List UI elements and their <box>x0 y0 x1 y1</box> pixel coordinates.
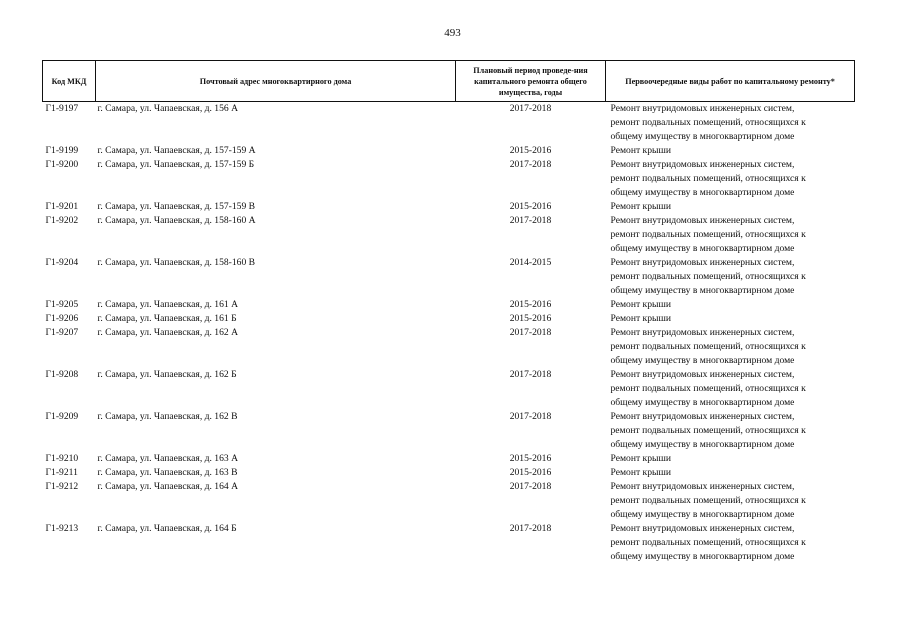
cell-code: Г1-9211 <box>45 467 78 478</box>
works-line: Ремонт крыши <box>610 313 671 324</box>
cell-period: 2015-2016 <box>509 145 552 156</box>
cell-period: 2015-2016 <box>509 467 552 478</box>
cell-works <box>606 410 855 452</box>
cell-works <box>606 522 855 564</box>
cell-code: Г1-9213 <box>45 523 79 534</box>
cell-period: 2017-2018 <box>509 103 552 114</box>
cell-address: г. Самара, ул. Чапаевская, д. 162 А <box>97 327 239 338</box>
table-row <box>43 214 855 256</box>
cell-period: 2017-2018 <box>509 327 552 338</box>
page-number: 493 <box>444 27 461 39</box>
header-code: Код МКД <box>43 61 96 102</box>
table-row <box>43 326 855 368</box>
header-row <box>43 61 855 102</box>
cell-code: Г1-9206 <box>45 313 79 324</box>
cell-code: Г1-9209 <box>45 411 79 422</box>
cell-period: 2017-2018 <box>509 215 552 226</box>
cell-period: 2015-2016 <box>509 313 552 324</box>
works-line: Ремонт внутридомовых инженерных систем, <box>610 369 795 380</box>
table-row <box>43 298 855 312</box>
works-line: общему имуществу в многоквартирном доме <box>610 355 795 366</box>
works-line: ремонт подвальных помещений, относящихся к <box>610 537 806 548</box>
works-line: общему имуществу в многоквартирном доме <box>610 243 795 254</box>
works-line: Ремонт внутридомовых инженерных систем, <box>610 523 795 534</box>
cell-address: г. Самара, ул. Чапаевская, д. 157-159 В <box>97 201 256 212</box>
cell-period: 2017-2018 <box>509 369 552 380</box>
cell-code: Г1-9202 <box>45 215 79 226</box>
cell-address: г. Самара, ул. Чапаевская, д. 162 Б <box>97 369 237 380</box>
works-line: Ремонт внутридомовых инженерных систем, <box>610 159 795 170</box>
works-line: Ремонт внутридомовых инженерных систем, <box>610 257 795 268</box>
cell-period: 2017-2018 <box>509 523 552 534</box>
cell-code: Г1-9201 <box>45 201 79 212</box>
works-line: ремонт подвальных помещений, относящихся к <box>610 383 806 394</box>
works-line: ремонт подвальных помещений, относящихся к <box>610 495 806 506</box>
cell-works <box>606 214 855 256</box>
works-line: Ремонт внутридомовых инженерных систем, <box>610 215 795 226</box>
header-address: Почтовый адрес многоквартирного дома <box>96 61 456 102</box>
works-line: общему имуществу в многоквартирном доме <box>610 397 795 408</box>
cell-works <box>606 298 855 312</box>
works-line: Ремонт крыши <box>610 201 671 212</box>
cell-address: г. Самара, ул. Чапаевская, д. 164 Б <box>97 523 237 534</box>
cell-period: 2017-2018 <box>509 159 552 170</box>
table-row <box>43 452 855 466</box>
cell-works <box>606 480 855 522</box>
table-row <box>43 410 855 452</box>
works-line: ремонт подвальных помещений, относящихся к <box>610 425 806 436</box>
cell-code: Г1-9212 <box>45 481 79 492</box>
cell-works <box>606 102 855 145</box>
table-row <box>43 368 855 410</box>
cell-code: Г1-9197 <box>45 103 79 114</box>
table-row <box>43 312 855 326</box>
cell-code: Г1-9208 <box>45 369 79 380</box>
cell-code: Г1-9199 <box>45 145 79 156</box>
works-line: общему имуществу в многоквартирном доме <box>610 131 795 142</box>
works-line: общему имуществу в многоквартирном доме <box>610 187 795 198</box>
table-row <box>43 480 855 522</box>
cell-works <box>606 256 855 298</box>
works-line: Ремонт внутридомовых инженерных систем, <box>610 327 795 338</box>
cell-works <box>606 466 855 480</box>
works-line: ремонт подвальных помещений, относящихся к <box>610 341 806 352</box>
cell-works <box>606 158 855 200</box>
cell-address: г. Самара, ул. Чапаевская, д. 156 А <box>97 103 239 114</box>
works-line: ремонт подвальных помещений, относящихся к <box>610 173 806 184</box>
cell-address: г. Самара, ул. Чапаевская, д. 161 Б <box>97 313 237 324</box>
works-line: общему имуществу в многоквартирном доме <box>610 509 795 520</box>
cell-address: г. Самара, ул. Чапаевская, д. 163 В <box>97 467 238 478</box>
table-row <box>43 466 855 480</box>
cell-works <box>606 368 855 410</box>
table-row <box>43 158 855 200</box>
cell-works <box>606 312 855 326</box>
cell-works <box>606 200 855 214</box>
table-row <box>43 102 855 145</box>
cell-code: Г1-9204 <box>45 257 79 268</box>
cell-address: г. Самара, ул. Чапаевская, д. 163 А <box>97 453 239 464</box>
cell-address: г. Самара, ул. Чапаевская, д. 158-160 В <box>97 257 256 268</box>
works-line: ремонт подвальных помещений, относящихся к <box>610 271 806 282</box>
cell-code: Г1-9205 <box>45 299 79 310</box>
works-line: Ремонт внутридомовых инженерных систем, <box>610 481 795 492</box>
cell-period: 2015-2016 <box>509 299 552 310</box>
works-line: ремонт подвальных помещений, относящихся к <box>610 229 806 240</box>
table-row <box>43 144 855 158</box>
cell-address: г. Самара, ул. Чапаевская, д. 157-159 А <box>97 145 256 156</box>
table-row <box>43 200 855 214</box>
header-works: Первоочередные виды работ по капитальному ремонту* <box>606 61 855 102</box>
cell-address: г. Самара, ул. Чапаевская, д. 161 А <box>97 299 239 310</box>
cell-works <box>606 326 855 368</box>
works-line: общему имуществу в многоквартирном доме <box>610 551 795 562</box>
cell-works <box>606 144 855 158</box>
cell-code: Г1-9207 <box>45 327 79 338</box>
cell-period: 2017-2018 <box>509 481 552 492</box>
cell-address: г. Самара, ул. Чапаевская, д. 158-160 А <box>97 215 256 226</box>
table-header <box>43 61 855 102</box>
works-line: Ремонт крыши <box>610 299 671 310</box>
works-line: Ремонт внутридомовых инженерных систем, <box>610 411 795 422</box>
header-period: Плановый период проведе-ния капитального ремонта общего имущества, годы <box>456 61 606 102</box>
cell-address: г. Самара, ул. Чапаевская, д. 164 А <box>97 481 239 492</box>
cell-period: 2015-2016 <box>509 453 552 464</box>
cell-code: Г1-9210 <box>45 453 79 464</box>
cell-address: г. Самара, ул. Чапаевская, д. 157-159 Б <box>97 159 255 170</box>
works-line: общему имуществу в многоквартирном доме <box>610 285 795 296</box>
cell-address: г. Самара, ул. Чапаевская, д. 162 В <box>97 411 238 422</box>
capital-repair-table <box>42 60 855 564</box>
works-line: Ремонт крыши <box>610 467 671 478</box>
works-line: общему имуществу в многоквартирном доме <box>610 439 795 450</box>
works-line: Ремонт крыши <box>610 453 671 464</box>
works-line: Ремонт внутридомовых инженерных систем, <box>610 103 795 114</box>
table-body <box>43 102 855 565</box>
cell-works <box>606 452 855 466</box>
works-line: Ремонт крыши <box>610 145 671 156</box>
cell-code: Г1-9200 <box>45 159 79 170</box>
cell-period: 2015-2016 <box>509 201 552 212</box>
cell-period: 2014-2015 <box>509 257 552 268</box>
works-line: ремонт подвальных помещений, относящихся к <box>610 117 806 128</box>
cell-period: 2017-2018 <box>509 411 552 422</box>
table-row <box>43 522 855 564</box>
table-row <box>43 256 855 298</box>
